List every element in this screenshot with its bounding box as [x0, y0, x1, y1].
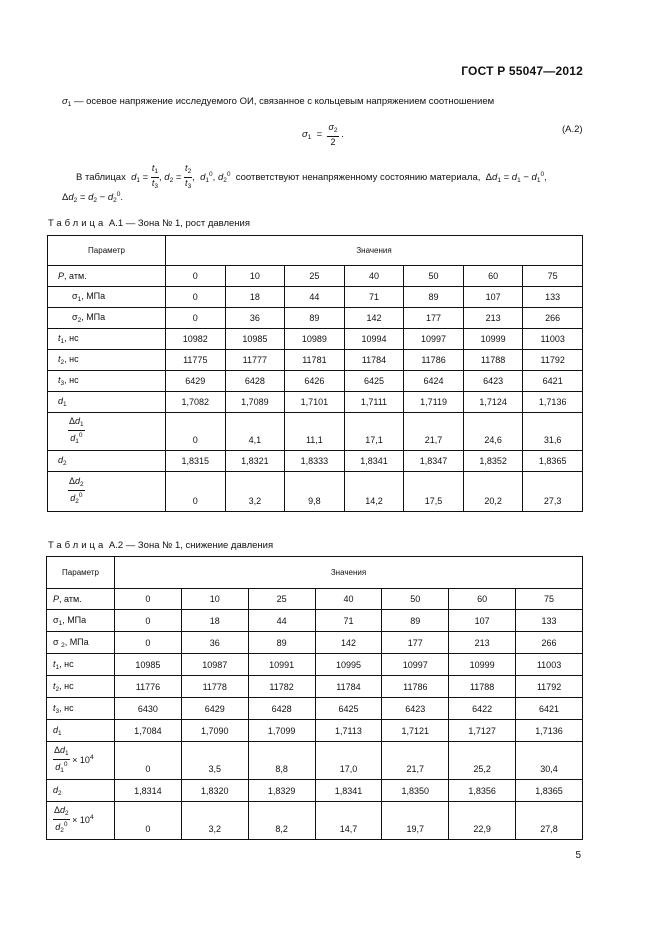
values-header: Значения: [166, 236, 583, 266]
table-cell: 1,7127: [449, 720, 516, 742]
table-cell: 1,7089: [225, 392, 285, 413]
table-cell: 1,8321: [225, 451, 285, 472]
table-row: [48, 287, 583, 308]
table-cell: 11,1: [285, 413, 345, 451]
table-cell: 1,7113: [315, 720, 382, 742]
table-row: [47, 676, 583, 698]
table-a2: [46, 556, 583, 840]
table-cell: 30,4: [516, 742, 583, 780]
table-cell: 8,8: [248, 742, 315, 780]
table-cell: 17,5: [404, 472, 464, 512]
table-cell: 0: [166, 287, 226, 308]
table-cell: 60: [449, 589, 516, 610]
table-cell: 20,2: [463, 472, 523, 512]
table-cell: 1,7121: [382, 720, 449, 742]
table-cell: 10982: [166, 329, 226, 350]
table-cell: 10987: [181, 654, 248, 676]
table-cell: 44: [285, 287, 345, 308]
table-cell: 18: [181, 610, 248, 632]
table-cell: 107: [449, 610, 516, 632]
table-row: [47, 632, 583, 654]
table-cell: 11782: [248, 676, 315, 698]
table-cell: 0: [115, 802, 182, 840]
intro-paragraph: $\sigma_1$ — осевое напряжение исследуемого ОИ, связанное с кольцевым напряжением соотношением: [62, 96, 495, 108]
table-cell: 71: [344, 287, 404, 308]
table-cell: 6424: [404, 371, 464, 392]
table-cell: 0: [166, 413, 226, 451]
table-cell: 11003: [523, 329, 583, 350]
row-label: $t_3$, нс: [48, 371, 166, 392]
row-label: $t_1$, нс: [48, 329, 166, 350]
table-cell: 213: [463, 308, 523, 329]
table-cell: 1,8352: [463, 451, 523, 472]
table-cell: 31,6: [523, 413, 583, 451]
table-cell: 10989: [285, 329, 345, 350]
table-cell: 71: [315, 610, 382, 632]
table-cell: 1,8350: [382, 780, 449, 802]
table-cell: 11784: [315, 676, 382, 698]
table-cell: 10995: [315, 654, 382, 676]
table-cell: 36: [225, 308, 285, 329]
table-cell: 22,9: [449, 802, 516, 840]
table-row: [47, 589, 583, 610]
table-cell: 107: [463, 287, 523, 308]
table-cell: 6429: [181, 698, 248, 720]
table-row: [47, 802, 583, 840]
table-header-row: [48, 236, 583, 266]
table-cell: 1,7124: [463, 392, 523, 413]
table-row: [47, 654, 583, 676]
table-cell: 0: [166, 266, 226, 287]
table-cell: 10: [181, 589, 248, 610]
table-cell: 6423: [382, 698, 449, 720]
table-cell: 11792: [516, 676, 583, 698]
table-cell: 11788: [463, 350, 523, 371]
table-cell: 0: [115, 589, 182, 610]
table-cell: 213: [449, 632, 516, 654]
table-cell: 1,8315: [166, 451, 226, 472]
formula-number: (А.2): [562, 124, 583, 135]
table-cell: 75: [516, 589, 583, 610]
table-cell: 50: [382, 589, 449, 610]
table-cell: 6423: [463, 371, 523, 392]
table-cell: 75: [523, 266, 583, 287]
table-cell: 0: [115, 632, 182, 654]
table-cell: 1,8365: [523, 451, 583, 472]
table-cell: 8,2: [248, 802, 315, 840]
row-label: σ $_2$, МПа: [47, 632, 115, 654]
row-label: $\frac{\Delta d_1}{d_1^0}$: [48, 413, 166, 451]
table-cell: 1,8365: [516, 780, 583, 802]
table-row: [47, 720, 583, 742]
table-cell: 10997: [382, 654, 449, 676]
table-cell: 17,1: [344, 413, 404, 451]
table-cell: 10985: [115, 654, 182, 676]
table-cell: 89: [382, 610, 449, 632]
table-cell: 10991: [248, 654, 315, 676]
table-cell: 6421: [516, 698, 583, 720]
table-row: [47, 698, 583, 720]
table-cell: 50: [404, 266, 464, 287]
row-label: $t_3$, нс: [47, 698, 115, 720]
intro-text: — осевое напряжение исследуемого ОИ, связанное с кольцевым напряжением соотношением: [74, 96, 495, 107]
row-label: $\frac{\Delta d_1}{d_1^0}$ × $10^4$: [47, 742, 115, 780]
table-cell: 60: [463, 266, 523, 287]
table-row: [48, 371, 583, 392]
table-cell: 27,8: [516, 802, 583, 840]
table-cell: 1,7136: [523, 392, 583, 413]
table-cell: 133: [523, 287, 583, 308]
row-label: $\frac{\Delta d_2}{d_2^0}$: [48, 472, 166, 512]
table-cell: 1,8314: [115, 780, 182, 802]
table-row: [47, 610, 583, 632]
table-cell: 1,8356: [449, 780, 516, 802]
row-label: $d_2$: [48, 451, 166, 472]
table-row: [48, 413, 583, 451]
table-cell: 177: [382, 632, 449, 654]
table-cell: 21,7: [382, 742, 449, 780]
table-cell: 177: [404, 308, 464, 329]
table-cell: 6425: [344, 371, 404, 392]
table-cell: 6430: [115, 698, 182, 720]
table-row: [48, 308, 583, 329]
formula-a2: $\sigma_1$ = $\frac{\sigma_2}{2}$ .: [302, 122, 344, 147]
table-row: [48, 472, 583, 512]
table-cell: 25,2: [449, 742, 516, 780]
table-cell: 24,6: [463, 413, 523, 451]
row-label: $\sigma_2$, МПа: [48, 308, 166, 329]
table-cell: 1,7136: [516, 720, 583, 742]
note-text: В таблицах: [76, 172, 126, 184]
table-cell: 1,8320: [181, 780, 248, 802]
table-cell: 0: [115, 610, 182, 632]
table-cell: 6421: [523, 371, 583, 392]
table-header-row: [47, 557, 583, 589]
table-row: [48, 350, 583, 371]
table-a1: [47, 235, 583, 512]
row-label: $d_1$: [47, 720, 115, 742]
table-cell: 9,8: [285, 472, 345, 512]
table-cell: 1,7082: [166, 392, 226, 413]
param-header: Параметр: [48, 236, 166, 266]
table-cell: 1,7099: [248, 720, 315, 742]
table-cell: 11784: [344, 350, 404, 371]
table-cell: 10: [225, 266, 285, 287]
table-cell: 1,7090: [181, 720, 248, 742]
note-paragraph-line2: $\Delta d_2 = d_2 - d_2^0$.: [62, 191, 124, 204]
table-cell: 10999: [463, 329, 523, 350]
table-cell: 0: [166, 308, 226, 329]
table-cell: 133: [516, 610, 583, 632]
table-row: [48, 451, 583, 472]
table-cell: 3,2: [181, 802, 248, 840]
table-cell: 11003: [516, 654, 583, 676]
row-label: $\sigma_1$, МПа: [48, 287, 166, 308]
table-cell: 40: [344, 266, 404, 287]
table-cell: 11792: [523, 350, 583, 371]
table-cell: 1,8341: [315, 780, 382, 802]
table-cell: 11776: [115, 676, 182, 698]
table-cell: 1,7101: [285, 392, 345, 413]
table-cell: 3,2: [225, 472, 285, 512]
table-cell: 44: [248, 610, 315, 632]
table-cell: 89: [404, 287, 464, 308]
row-label: $t_1$, нс: [47, 654, 115, 676]
table-cell: 89: [248, 632, 315, 654]
table-cell: 1,8329: [248, 780, 315, 802]
table-cell: 1,7119: [404, 392, 464, 413]
table-cell: 10999: [449, 654, 516, 676]
row-label: $t_2$, нс: [48, 350, 166, 371]
table-cell: 11786: [404, 350, 464, 371]
row-label: $d_1$: [48, 392, 166, 413]
table-cell: 6428: [248, 698, 315, 720]
table-cell: 21,7: [404, 413, 464, 451]
page-number: 5: [575, 850, 581, 861]
table-cell: 11777: [225, 350, 285, 371]
table2-caption: Таблица А.2 — Зона № 1, снижение давления: [48, 540, 274, 551]
table-cell: 0: [115, 742, 182, 780]
table-cell: 40: [315, 589, 382, 610]
table-cell: 142: [315, 632, 382, 654]
table-cell: 11775: [166, 350, 226, 371]
row-label: P, атм.: [48, 266, 166, 287]
row-label: $\frac{\Delta d_2}{d_2^0}$ × $10^4$: [47, 802, 115, 840]
table-cell: 14,2: [344, 472, 404, 512]
table-cell: 1,8341: [344, 451, 404, 472]
table-cell: 266: [523, 308, 583, 329]
table-cell: 18: [225, 287, 285, 308]
table-cell: 17,0: [315, 742, 382, 780]
values-header: Значения: [115, 557, 583, 589]
table-cell: 0: [166, 472, 226, 512]
table-cell: 19,7: [382, 802, 449, 840]
table-row: [47, 742, 583, 780]
table-cell: 6422: [449, 698, 516, 720]
table-cell: 11778: [181, 676, 248, 698]
table-cell: 10985: [225, 329, 285, 350]
table-cell: 1,8333: [285, 451, 345, 472]
table-row: [47, 780, 583, 802]
table-cell: 1,7084: [115, 720, 182, 742]
table-cell: 11781: [285, 350, 345, 371]
table-cell: 6425: [315, 698, 382, 720]
table-cell: 10994: [344, 329, 404, 350]
table1-caption: Таблица А.1 — Зона № 1, рост давления: [48, 218, 250, 229]
table-cell: 11788: [449, 676, 516, 698]
table-cell: 4,1: [225, 413, 285, 451]
table-cell: 6429: [166, 371, 226, 392]
param-header: Параметр: [47, 557, 115, 589]
row-label: $d_2$: [47, 780, 115, 802]
table-cell: 6428: [225, 371, 285, 392]
row-label: $t_2$, нс: [47, 676, 115, 698]
table-cell: 266: [516, 632, 583, 654]
table-cell: 36: [181, 632, 248, 654]
note-text-2: соответствуют ненапряженному состоянию материала,: [235, 172, 481, 184]
table-row: [48, 329, 583, 350]
table-cell: 27,3: [523, 472, 583, 512]
table-row: [48, 392, 583, 413]
table-cell: 14,7: [315, 802, 382, 840]
table-cell: 1,8347: [404, 451, 464, 472]
table-cell: 25: [285, 266, 345, 287]
table-cell: 89: [285, 308, 345, 329]
row-label: P, атм.: [47, 589, 115, 610]
table-cell: 10997: [404, 329, 464, 350]
table-row: [48, 266, 583, 287]
document-header: ГОСТ Р 55047—2012: [461, 64, 583, 78]
table-cell: 142: [344, 308, 404, 329]
note-paragraph: В таблицах $d_1$ = $\frac{t_1}{t_3}$ , $d_2$ = $\frac{t_2}{t_3}$ , $d_1^0$, $d_2^0$ соответствуют ненапряженному состоянию материала, $\Delta d_1 = d_1 - d_1^0$,: [76, 163, 547, 190]
table-cell: 11786: [382, 676, 449, 698]
row-label: $\sigma_1$, МПа: [47, 610, 115, 632]
table-cell: 1,7111: [344, 392, 404, 413]
table-cell: 25: [248, 589, 315, 610]
table-cell: 6426: [285, 371, 345, 392]
table-cell: 3,5: [181, 742, 248, 780]
